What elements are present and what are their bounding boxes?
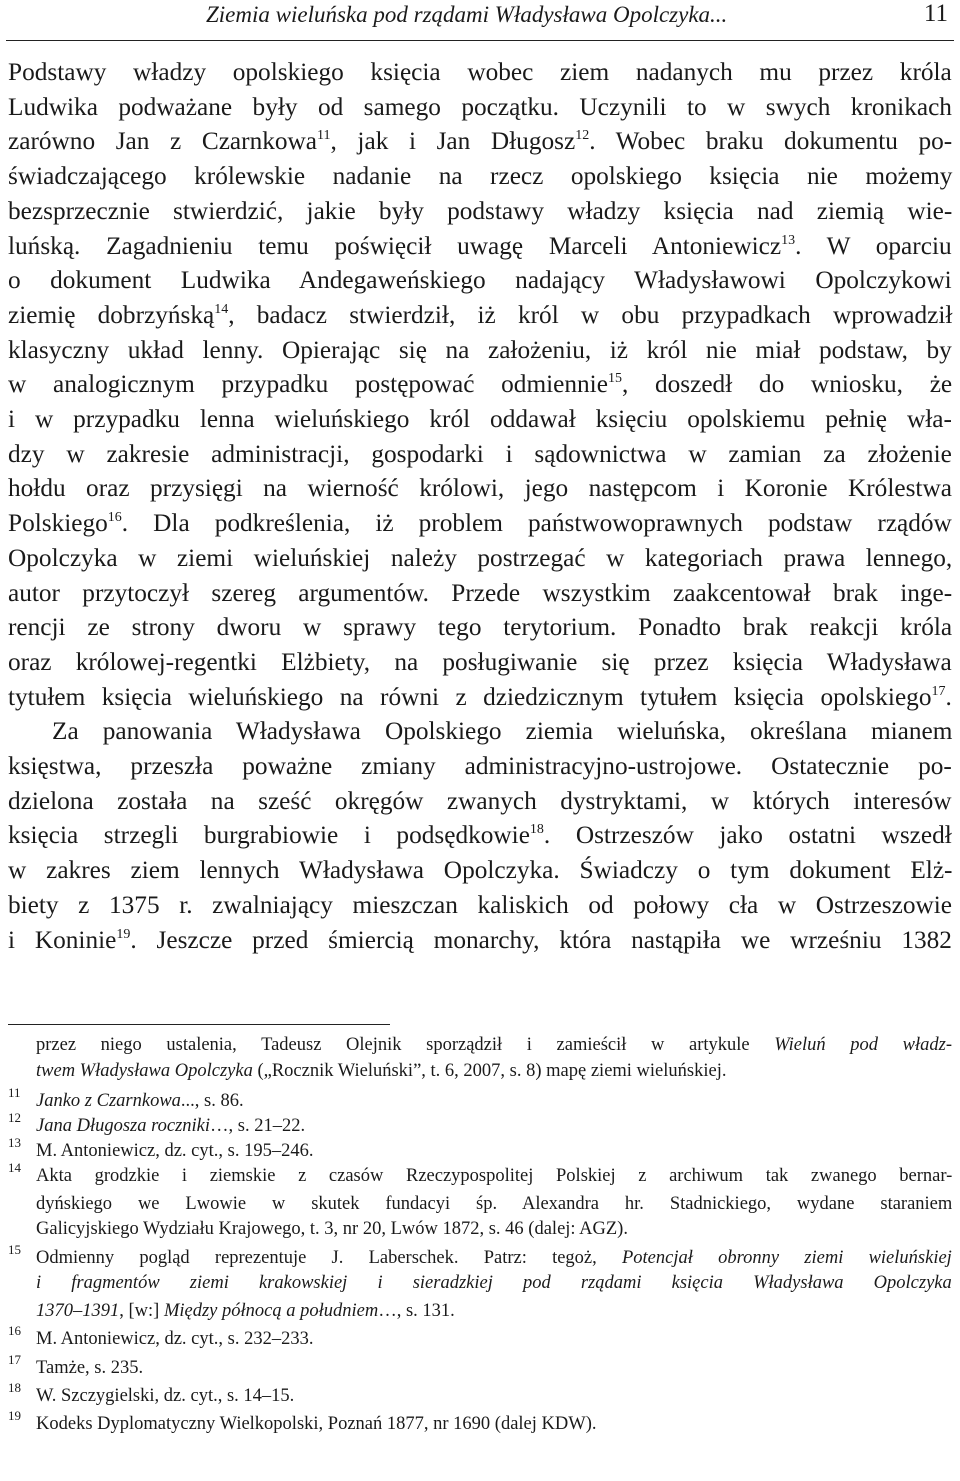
body-line: tytułem księcia wieluńskiego na równi z dziedzicznym tytułem księcia opolskiego$^{17}$.: [8, 682, 952, 711]
footnote-line: Janko z Czarnkowa..., s. 86.: [36, 1091, 244, 1111]
body-line: i Koninie$^{19}$. Jeszcze przed śmiercią monarchy, która nastąpiła we wrześniu 1382: [8, 925, 952, 954]
body-line: Polskiego$^{16}$. Dla podkreślenia, iż problem państwowoprawnych podstaw rządów: [8, 509, 952, 538]
footnote-number: 15: [8, 1242, 21, 1257]
body-line: luńską. Zagadnieniu temu poświęcił uwagę Marceli Antoniewicz$^{13}$. W oparciu: [8, 231, 952, 260]
running-header: [6, 0, 954, 41]
footnote-line: Odmienny pogląd reprezentuje J. Laberschek. Patrz: tegoż, Potencjał obronny ziemi wieluńskiej: [36, 1248, 952, 1268]
body-line: dzielona została na sześć okręgów zwanych dystryktami, w których interesów: [8, 786, 952, 815]
body-line: Opolczyka w ziemi wieluńskiej należy postrzegać w kategoriach prawa lennego,: [8, 543, 953, 572]
footnote-line: przez niego ustalenia, Tadeusz Olejnik sporządził i zamieścił w artykule Wieluń pod władz-: [36, 1035, 952, 1055]
footnote-separator: [8, 1024, 390, 1025]
page-number: 11: [923, 0, 948, 27]
body-line: zarówno Jan z Czarnkowa$^{11}$, jak i Jan Długosz$^{12}$. Wobec braku dokumentu po-: [8, 127, 953, 156]
body-line: bezsprzecznie stwierdzić, jakie były podstawy władzy księcia nad ziemią wie-: [8, 196, 953, 225]
body-line: w analogicznym przypadku postępować odmiennie$^{15}$, doszedł do wniosku, że: [8, 370, 953, 399]
footnote-number: 18: [8, 1380, 21, 1395]
body-line: księcia strzegli burgrabiowie i podsędkowie$^{18}$. Ostrzeszów jako ostatni wszedł: [8, 821, 952, 850]
footnote-line: M. Antoniewicz, dz. cyt., s. 232–233.: [36, 1329, 314, 1349]
footnote-line: Tamże, s. 235.: [36, 1358, 144, 1378]
body-line: rencji ze strony dworu w sprawy tego terytorium. Ponadto brak reakcji króla: [8, 613, 953, 642]
body-line: oraz królowej-regentki Elżbiety, na posługiwanie się przez księcia Władysława: [8, 647, 952, 676]
footnote-number: 14: [8, 1160, 21, 1175]
body-line: o dokument Ludwika Andegaweńskiego nadający Władysławowi Opolczykowi: [8, 266, 952, 295]
footnote-line: 1370–1391, [w:] Między północą a południem…, s. 131.: [36, 1301, 455, 1321]
footnote-line: Galicyjskiego Wydziału Krajowego, t. 3, nr 20, Lwów 1872, s. 46 (dalej: AGZ).: [36, 1219, 628, 1239]
body-line: autor przytoczył szereg argumentów. Przede wszystkim zaakcentował brak inge-: [8, 578, 953, 607]
footnote-line: Kodeks Dyplomatyczny Wielkopolski, Poznań 1877, nr 1690 (dalej KDW).: [36, 1414, 597, 1434]
footnote-line: dyńskiego we Lwowie w skutek fundacyi śp. Alexandra hr. Stadnickiego, wydane staraniem: [36, 1194, 953, 1214]
footnote-number: 19: [8, 1408, 21, 1423]
body-line: ziemię dobrzyńską$^{14}$, badacz stwierdził, iż król w obu przypadkach wprowadził: [8, 300, 953, 329]
footnote-line: M. Antoniewicz, dz. cyt., s. 195–246.: [36, 1141, 314, 1161]
footnote-number: 11: [8, 1085, 21, 1100]
footnote-line: twem Władysława Opolczyka („Rocznik Wieluński”, t. 6, 2007, s. 8) mapę ziemi wieluńskiej.: [36, 1061, 727, 1081]
body-line: dzy w zakresie administracji, gospodarki i sądownictwa w zamian za złożenie: [8, 439, 952, 468]
footnote-number: 17: [8, 1352, 21, 1367]
footnote-line: W. Szczygielski, dz. cyt., s. 14–15.: [36, 1386, 295, 1406]
body-line: w zakres ziem lennych Władysława Opolczyka. Świadczy o tym dokument Elż-: [8, 856, 953, 885]
footnote-line: Akta grodzkie i ziemskie z czasów Rzeczypospolitej Polskiej z archiwum tak zwanego bernar-: [36, 1166, 953, 1186]
body-line: hołdu oraz przysięgi na wierność królowi, jego następcom i Koronie Królestwa: [8, 474, 952, 503]
footnote-line: i fragmentów ziemi krakowskiej i sieradzkiej pod rządami księcia Władysława Opolczyka: [36, 1273, 952, 1293]
body-line: i w przypadku lenna wieluńskiego król oddawał księciu opolskiemu pełnię wła-: [8, 405, 952, 433]
footnote-number: 16: [8, 1323, 21, 1338]
body-line: Ludwika podważane były od samego początku. Uczynili to w swych kronikach: [8, 92, 952, 121]
body-line: biety z 1375 r. zwalniający mieszczan kaliskich od połowy cła w Ostrzeszowie: [8, 890, 952, 919]
body-line: Za panowania Władysława Opolskiego ziemia wieluńska, określana mianem: [52, 717, 953, 746]
body-line: księstwa, przeszła poważne zmiany administracyjno-ustrojowe. Ostatecznie po-: [8, 752, 952, 780]
footnote-number: 13: [8, 1135, 21, 1150]
body-line: klasyczny układ lenny. Opierając się na założeniu, iż król nie miał podstaw, by: [8, 335, 952, 364]
body-line: świadczającego królewskie nadanie na rzecz opolskiego księcia nie możemy: [8, 162, 953, 191]
footnote-number: 12: [8, 1110, 21, 1125]
running-title: Ziemia wieluńska pod rządami Władysława Opolczyka...: [206, 2, 728, 27]
body-line: Podstawy władzy opolskiego księcia wobec ziem nadanych mu przez króla: [8, 58, 952, 86]
footnote-line: Jana Długosza roczniki…, s. 21–22.: [36, 1116, 306, 1136]
